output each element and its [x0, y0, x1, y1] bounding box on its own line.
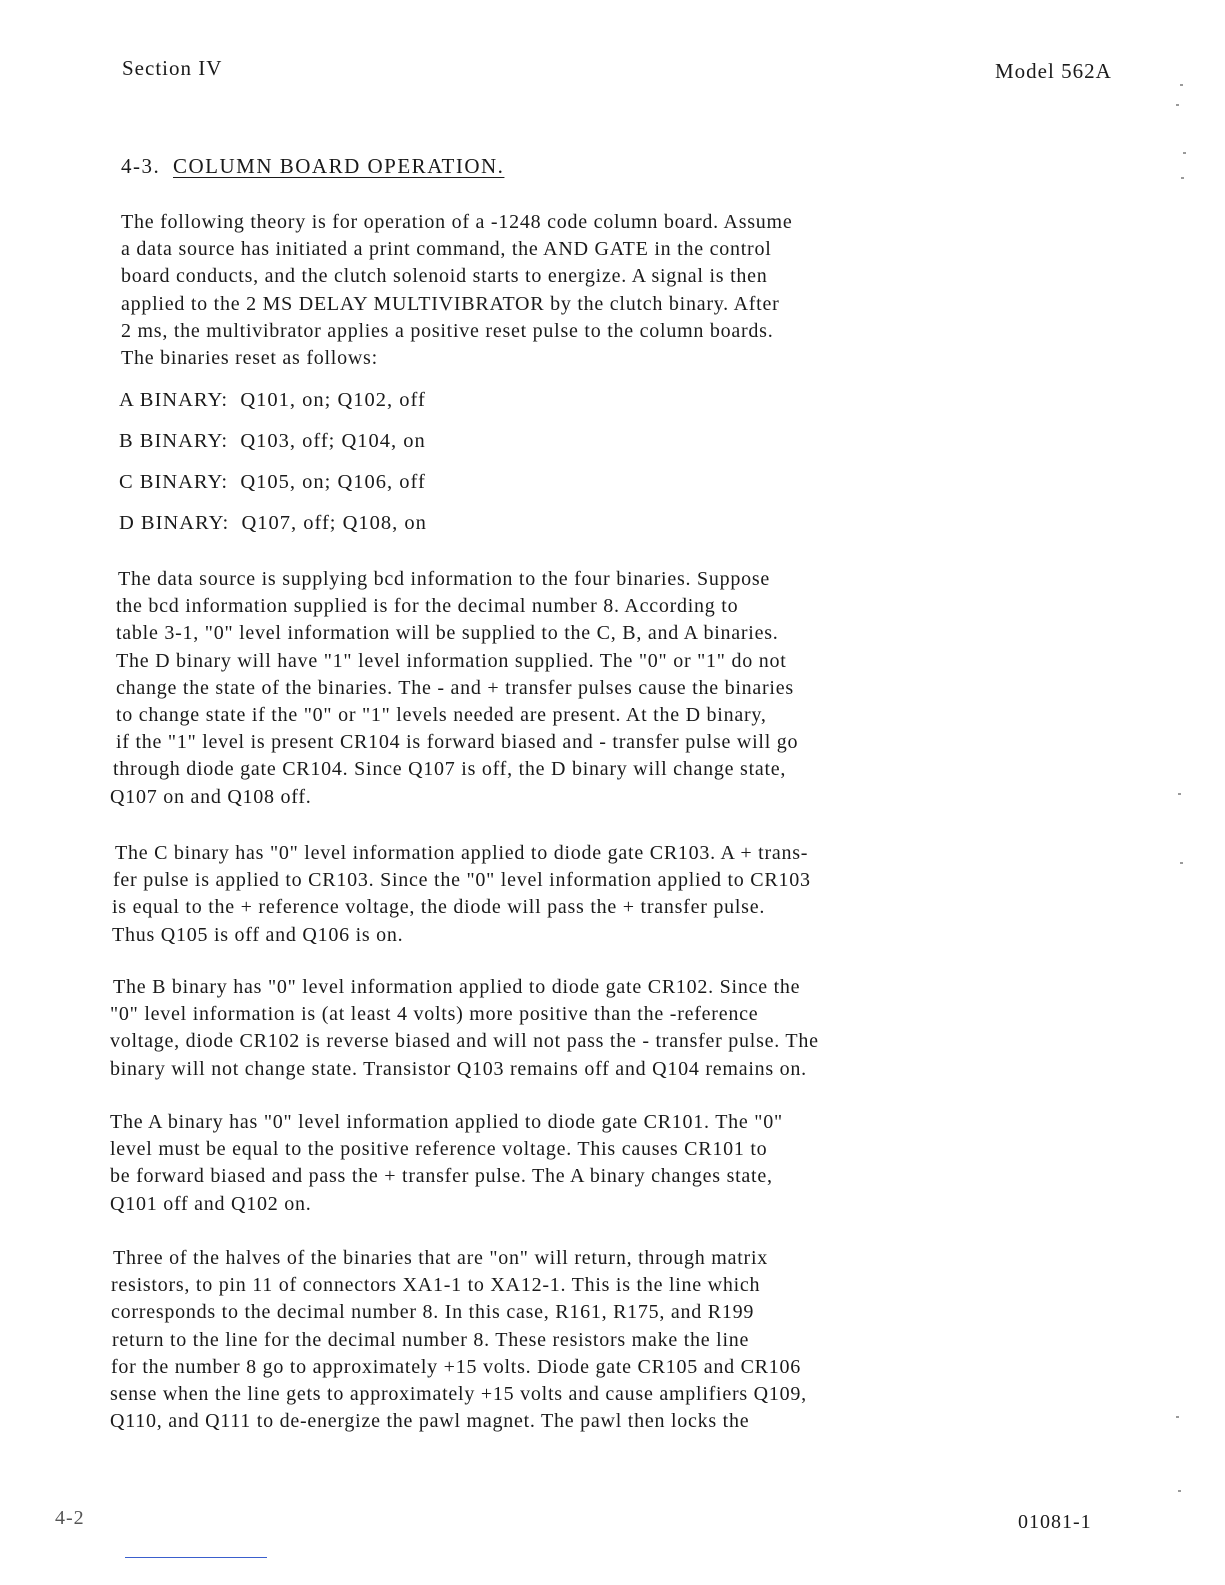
heading-title: COLUMN BOARD OPERATION. [173, 154, 505, 178]
binary-label: D BINARY: [119, 512, 230, 534]
scan-speck [1183, 152, 1186, 154]
text-line: through diode gate CR104. Since Q107 is off, the D binary will change state, [113, 758, 787, 781]
text-line: The following theory is for operation of a -1248 code column board. Assume [121, 211, 793, 233]
text-line: a data source has initiated a print command, the AND GATE in the control [121, 238, 772, 261]
text-line: board conducts, and the clutch solenoid starts to energize. A signal is then [121, 265, 768, 288]
scan-speck [1176, 104, 1179, 106]
intro-paragraph [121, 209, 1121, 372]
matrix-paragraph [110, 1245, 1110, 1435]
scan-speck [1180, 862, 1183, 864]
text-line: Three of the halves of the binaries that are "on" will return, through matrix [113, 1247, 768, 1269]
scan-speck [1176, 1416, 1179, 1418]
text-line: the bcd information supplied is for the decimal number 8. According to [116, 595, 739, 618]
text-line: table 3-1, "0" level information will be supplied to the C, B, and A binaries. [116, 622, 779, 645]
scan-speck [1178, 793, 1181, 795]
bottom-rule [125, 1557, 267, 1558]
footer-page-number: 4-2 [55, 1507, 85, 1529]
binary-reset-c [119, 471, 426, 494]
text-line: The binaries reset as follows: [121, 346, 378, 369]
text-line: binary will not change state. Transistor Q103 remains off and Q104 remains on. [110, 1057, 807, 1080]
text-line: to change state if the "0" or "1" levels needed are present. At the D binary, [116, 703, 767, 726]
scan-speck [1181, 177, 1184, 179]
binary-state: Q103, off; Q104, on [240, 430, 426, 452]
text-line: for the number 8 go to approximately +15 volts. Diode gate CR105 and CR106 [111, 1355, 802, 1378]
text-line: The data source is supplying bcd information to the four binaries. Suppose [118, 568, 771, 590]
text-line: Q101 off and Q102 on. [110, 1192, 312, 1215]
text-line: return to the line for the decimal number 8. These resistors make the line [112, 1328, 750, 1351]
binary-state: Q105, on; Q106, off [240, 471, 426, 493]
text-line: change the state of the binaries. The - and + transfer pulses cause the binaries [116, 676, 794, 699]
text-line: The A binary has "0" level information applied to diode gate CR101. The "0" [110, 1111, 783, 1133]
binary-reset-a [119, 389, 426, 412]
binary-reset-d [119, 512, 427, 535]
binary-reset-b [119, 430, 426, 453]
text-line: The D binary will have "1" level information supplied. The "0" or "1" do not [116, 649, 787, 672]
text-line: be forward biased and pass the + transfer pulse. The A binary changes state, [110, 1165, 773, 1188]
text-line: if the "1" level is present CR104 is forward biased and - transfer pulse will go [116, 731, 799, 754]
scan-speck [1180, 84, 1183, 86]
header-section: Section IV [122, 56, 223, 80]
bcd-paragraph [110, 566, 1110, 811]
scan-speck [1178, 1490, 1181, 1492]
binary-label: B BINARY: [119, 430, 229, 452]
text-line: fer pulse is applied to CR103. Since the "0" level information applied to CR103 [113, 869, 811, 892]
c-binary-paragraph [110, 840, 1110, 949]
text-line: level must be equal to the positive reference voltage. This causes CR101 to [110, 1138, 768, 1161]
footer-doc-number: 01081-1 [1018, 1511, 1092, 1533]
text-line: resistors, to pin 11 of connectors XA1-1 to XA12-1. This is the line which [111, 1274, 761, 1297]
binary-state: Q107, off; Q108, on [241, 512, 427, 534]
text-line: corresponds to the decimal number 8. In this case, R161, R175, and R199 [111, 1301, 755, 1324]
binary-label: C BINARY: [119, 471, 229, 493]
text-line: Thus Q105 is off and Q106 is on. [112, 923, 404, 946]
text-line: Q110, and Q111 to de-energize the pawl magnet. The pawl then locks the [110, 1410, 750, 1433]
text-line: voltage, diode CR102 is reverse biased and will not pass the - transfer pulse. The [110, 1030, 819, 1053]
text-line: sense when the line gets to approximately +15 volts and cause amplifiers Q109, [110, 1382, 807, 1405]
text-line: is equal to the + reference voltage, the diode will pass the + transfer pulse. [112, 896, 766, 919]
text-line: 2 ms, the multivibrator applies a positive reset pulse to the column boards. [121, 319, 774, 342]
section-heading [121, 154, 504, 179]
heading-number: 4-3. [121, 154, 161, 178]
text-line: Q107 on and Q108 off. [110, 785, 312, 808]
text-line: "0" level information is (at least 4 volts) more positive than the -reference [110, 1003, 759, 1026]
header-model: Model 562A [995, 59, 1112, 83]
b-binary-paragraph [110, 974, 1110, 1083]
text-line: applied to the 2 MS DELAY MULTIVIBRATOR by the clutch binary. After [121, 292, 780, 315]
text-line: The C binary has "0" level information applied to diode gate CR103. A + trans- [115, 842, 809, 864]
text-line: The B binary has "0" level information applied to diode gate CR102. Since the [113, 976, 801, 998]
a-binary-paragraph [110, 1109, 1110, 1218]
binary-state: Q101, on; Q102, off [240, 389, 426, 411]
binary-label: A BINARY: [119, 389, 229, 411]
